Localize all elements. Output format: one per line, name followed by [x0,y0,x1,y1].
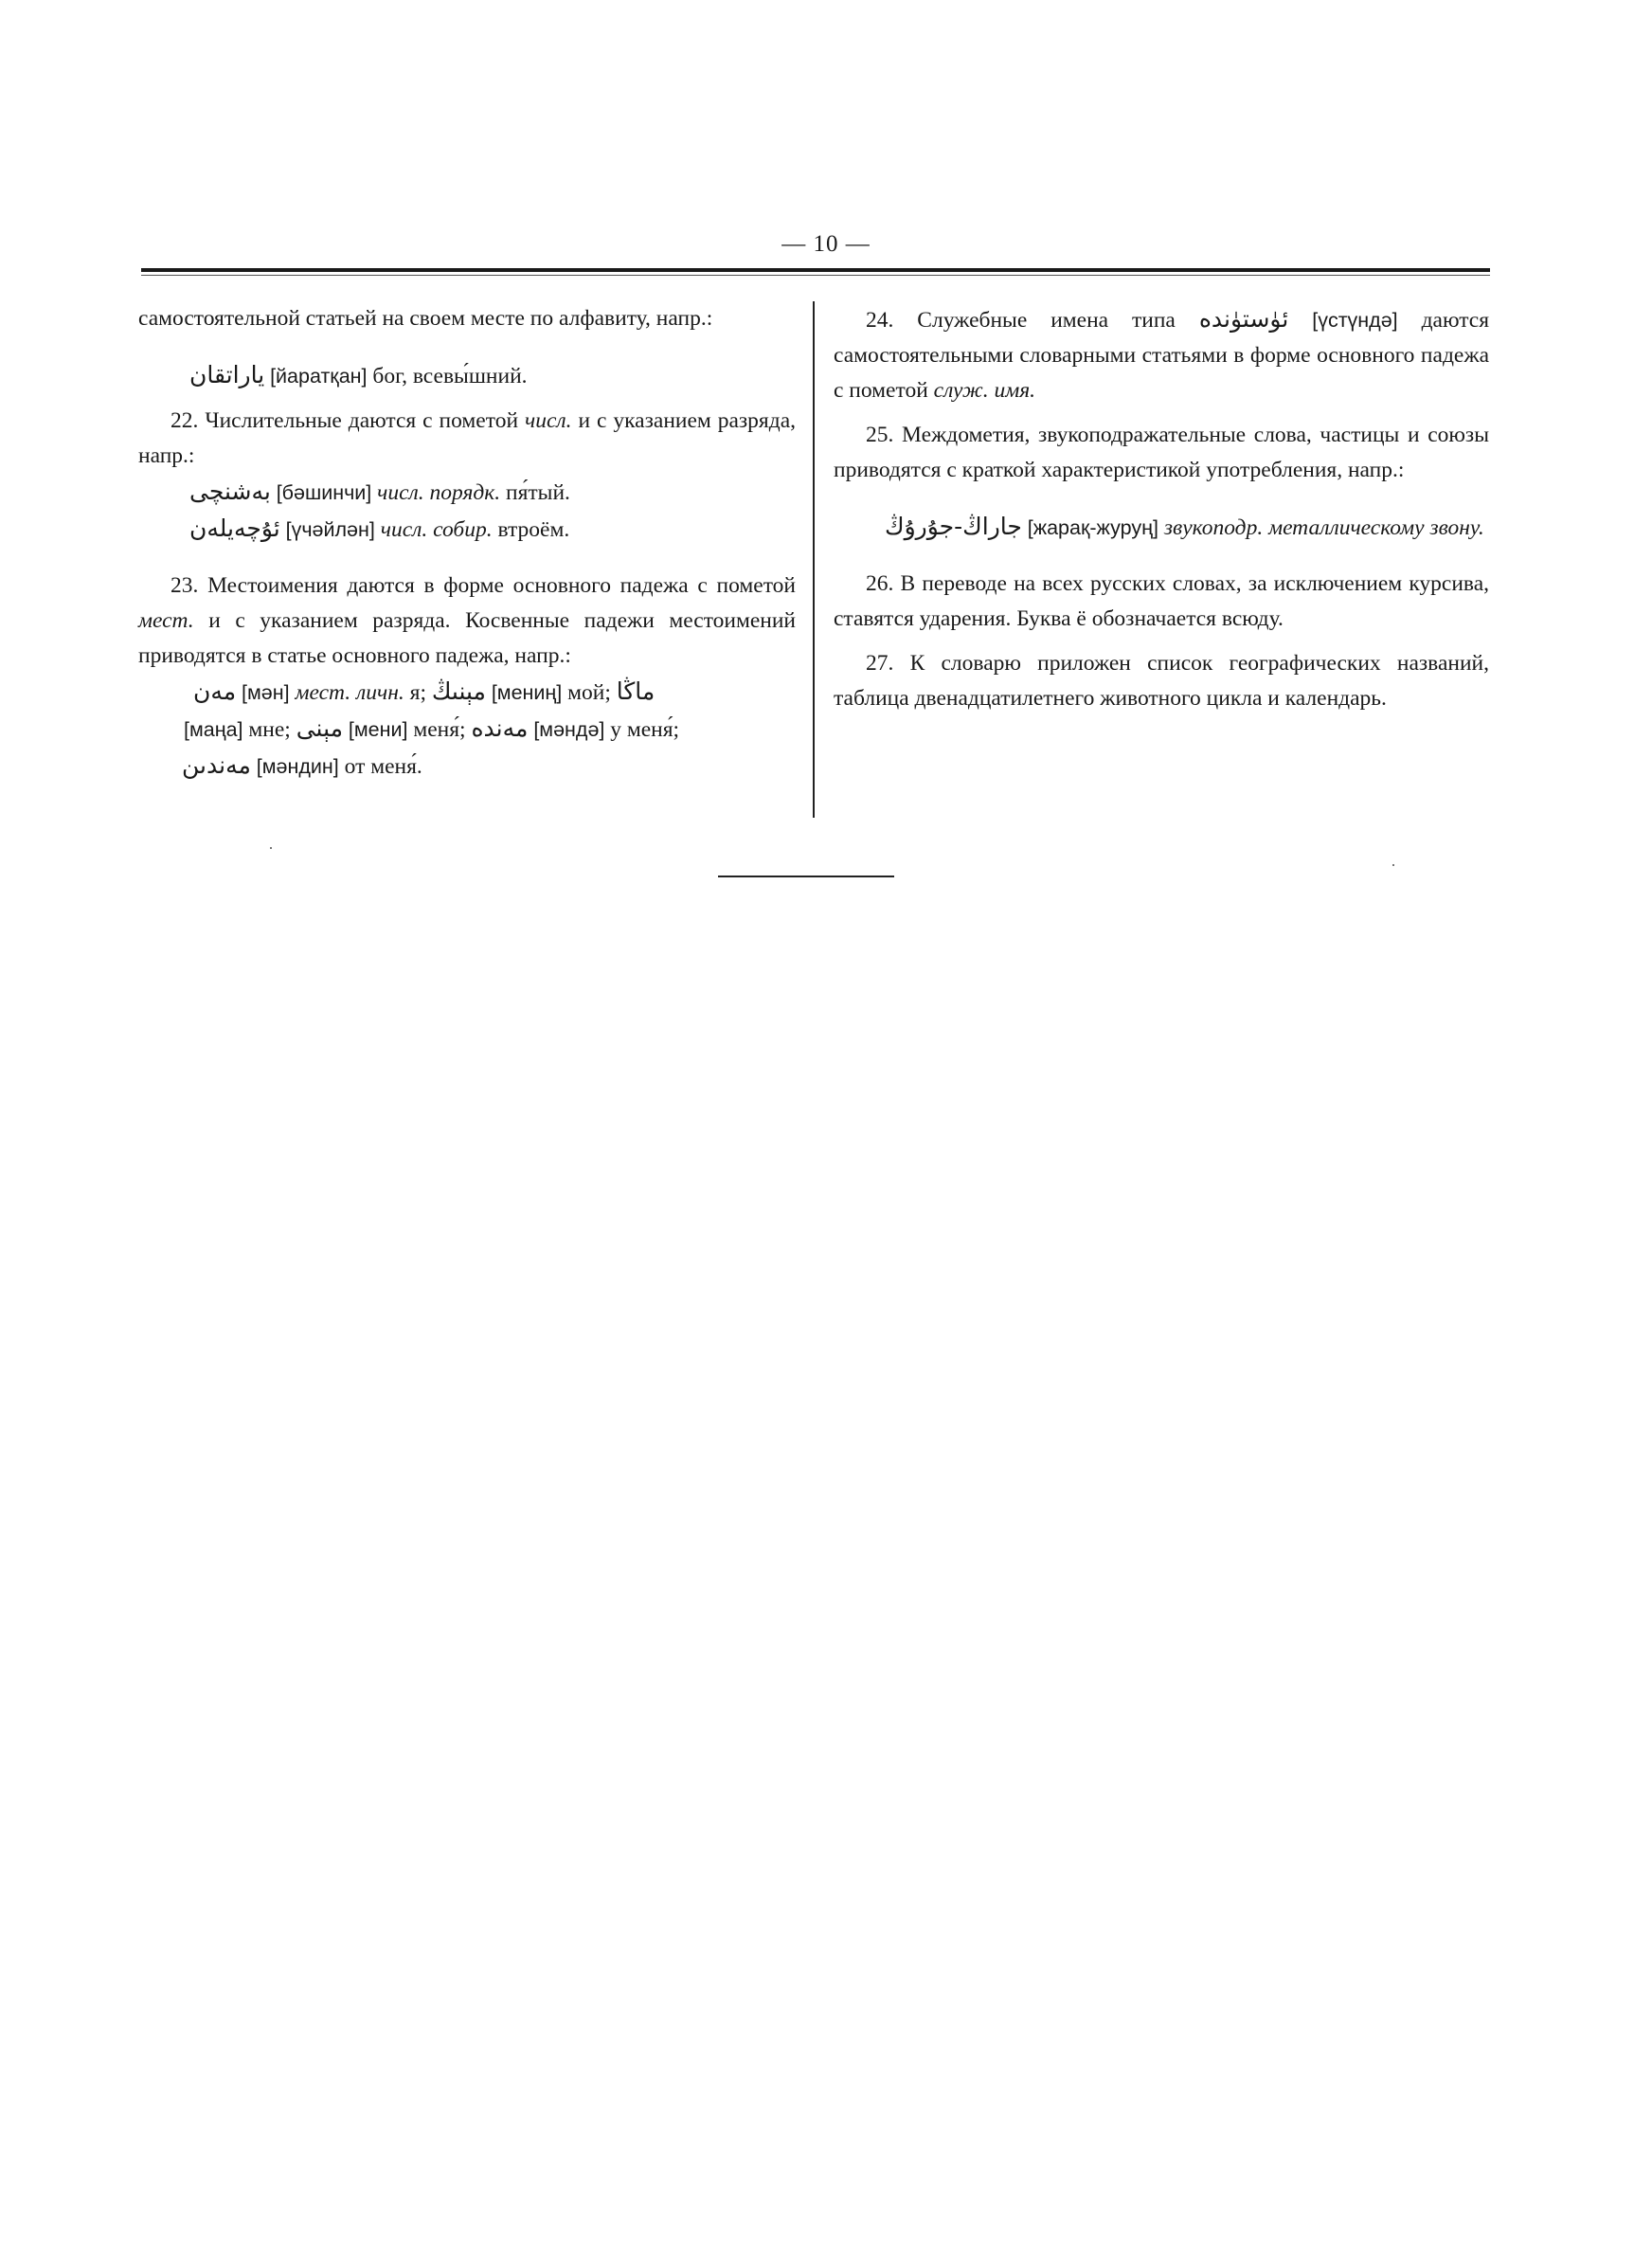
uyghur-word: ئۇچەيلەن [189,515,280,542]
example-25 [834,509,1489,546]
paragraph-24: 24. Служебные имена типа ئۈستۈندە [үстүндә] даются самостоятельными словарными статьями в форме основного падежа с пометой служ. имя. [834,305,1490,403]
paragraph-22: 22. Числительные даются с пометой числ. и с указанием разряда, напр.: [138,408,797,468]
paragraph-27: 27. К словарю приложен список географических названий, таблица двенадцатилетнего животного цикла и календарь. [834,651,1489,711]
translation: втроём. [497,517,570,542]
transliteration: [йаратқан] [270,365,368,388]
translation: пя́тый. [506,480,570,505]
example-23-line2: [маңа] мне; مېنى [мени] меня́; مەندە [мәндә] у меня́; [184,714,680,742]
grammar-mark: числ. порядк. [377,480,501,505]
page-number: — 10 — [781,231,871,257]
paragraph-25: 25. Междометия, звукоподражательные слова, частицы и союзы приводятся с краткой характеристикой употребления, напр.: [834,423,1489,482]
grammar-mark: числ. собир. [380,517,493,542]
right-column [834,301,1489,716]
translation: бог, всевы́шний. [372,364,528,388]
paragraph-26: 26. В переводе на всех русских словах, за исключением курсива, ставятся ударения. Буква ё обозначается всюду. [834,571,1489,631]
header-rule-thin [141,275,1490,276]
example-22a [138,474,796,511]
transliteration: [бәшинчи] [276,481,372,504]
uyghur-word: جاراڭ-جۇرۇڭ [885,513,1022,540]
end-rule [718,876,894,877]
transliteration: [үчәйлән] [285,518,375,541]
header-rule [141,268,1490,272]
left-column [138,301,796,785]
print-speck [1392,864,1394,866]
example-23-line3: مەندىن [мәндин] от меня́. [182,751,422,779]
column-divider [813,301,815,818]
print-speck [270,847,272,849]
example-21 [138,357,796,394]
example-22b [138,511,796,548]
paragraph-23: 23. Местоимения даются в форме основного падежа с пометой мест. и с указанием разряда. Косвенные падежи местоимений приводятся в статье основного падежа, напр.: [138,573,797,668]
transliteration: [жарақ-журуң] [1027,516,1158,539]
paragraph-21-continuation: самостоятельной статьей на своем месте по алфавиту, напр.: [138,306,713,331]
uyghur-word: ياراتقان [189,361,265,388]
grammar-mark: звукоподр. металлическому звону. [1163,515,1484,540]
uyghur-word: بەشنچى [189,478,271,505]
example-23-line1: مەن [мән] мест. личн. я; مېنىڭ [мениң] мой; ماڭا [193,677,655,705]
